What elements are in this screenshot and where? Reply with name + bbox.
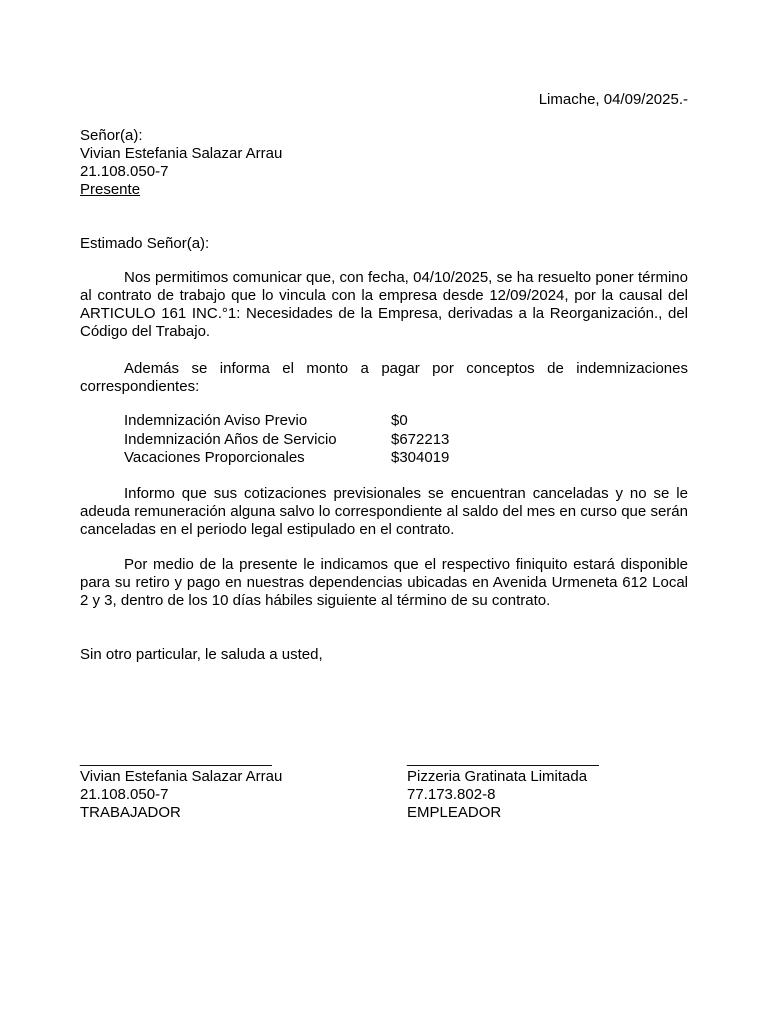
- signature-role: TRABAJADOR: [80, 804, 181, 821]
- addressee-block: [80, 127, 282, 199]
- signature-role: EMPLEADOR: [407, 804, 502, 821]
- paragraph-termination: Nos permitimos comunicar que, con fecha, 04/10/2025, se ha resuelto poner término al contrato de trabajo que lo vincula con la empresa desde 12/09/2024, por la causal del ARTICULO 161 INC.°1: Necesidades de la Empresa, derivadas a la Reorganización., del Código del Trabajo.: [80, 269, 688, 340]
- signature-rule: _______________________: [407, 750, 599, 767]
- paragraph-amounts-intro: Además se informa el monto a pagar por conceptos de indemnizaciones correspondientes:: [80, 360, 688, 395]
- indemnity-row: [124, 431, 449, 450]
- signature-name: Pizzeria Gratinata Limitada: [407, 768, 588, 785]
- indemnity-row: [124, 449, 449, 468]
- addressee-name: Vivian Estefania Salazar Arrau: [80, 145, 283, 162]
- addressee-presente: Presente: [80, 181, 141, 198]
- indemnity-amount: $0: [391, 412, 408, 429]
- greeting: Estimado Señor(a):: [80, 235, 210, 252]
- signature-worker: [80, 750, 310, 822]
- indemnity-concept: Indemnización Aviso Previo: [124, 412, 308, 429]
- signature-employer: [407, 750, 637, 822]
- indemnity-concept: Indemnización Años de Servicio: [124, 430, 337, 448]
- signature-rut: 21.108.050-7: [80, 786, 169, 803]
- indemnity-table: [124, 412, 449, 468]
- indemnity-concept: Vacaciones Proporcionales: [124, 449, 305, 466]
- signature-name: Vivian Estefania Salazar Arrau: [80, 768, 283, 785]
- addressee-salutation: Señor(a):: [80, 127, 143, 144]
- letter-page: [80, 0, 688, 1024]
- indemnity-amount: $672213: [391, 430, 450, 448]
- signature-rule: _______________________: [80, 750, 272, 767]
- addressee-rut: 21.108.050-7: [80, 163, 169, 180]
- closing-line: Sin otro particular, le saluda a usted,: [80, 646, 323, 663]
- signature-rut: 77.173.802-8: [407, 786, 496, 803]
- indemnity-amount: $304019: [391, 449, 450, 466]
- date-line: Limache, 04/09/2025.-: [538, 91, 688, 108]
- paragraph-settlement: Por medio de la presente le indicamos que el respectivo finiquito estará disponible para su retiro y pago en nuestras dependencias ubicadas en Avenida Urmeneta 612 Local 2 y 3, dentro de los 10 días hábiles siguiente al término de su contrato.: [80, 556, 688, 609]
- indemnity-row: [124, 412, 449, 431]
- paragraph-contributions: Informo que sus cotizaciones previsionales se encuentran canceladas y no se le adeuda remuneración alguna salvo lo correspondiente al saldo del mes en curso que serán canceladas en el periodo legal estipulado en el contrato.: [80, 485, 688, 538]
